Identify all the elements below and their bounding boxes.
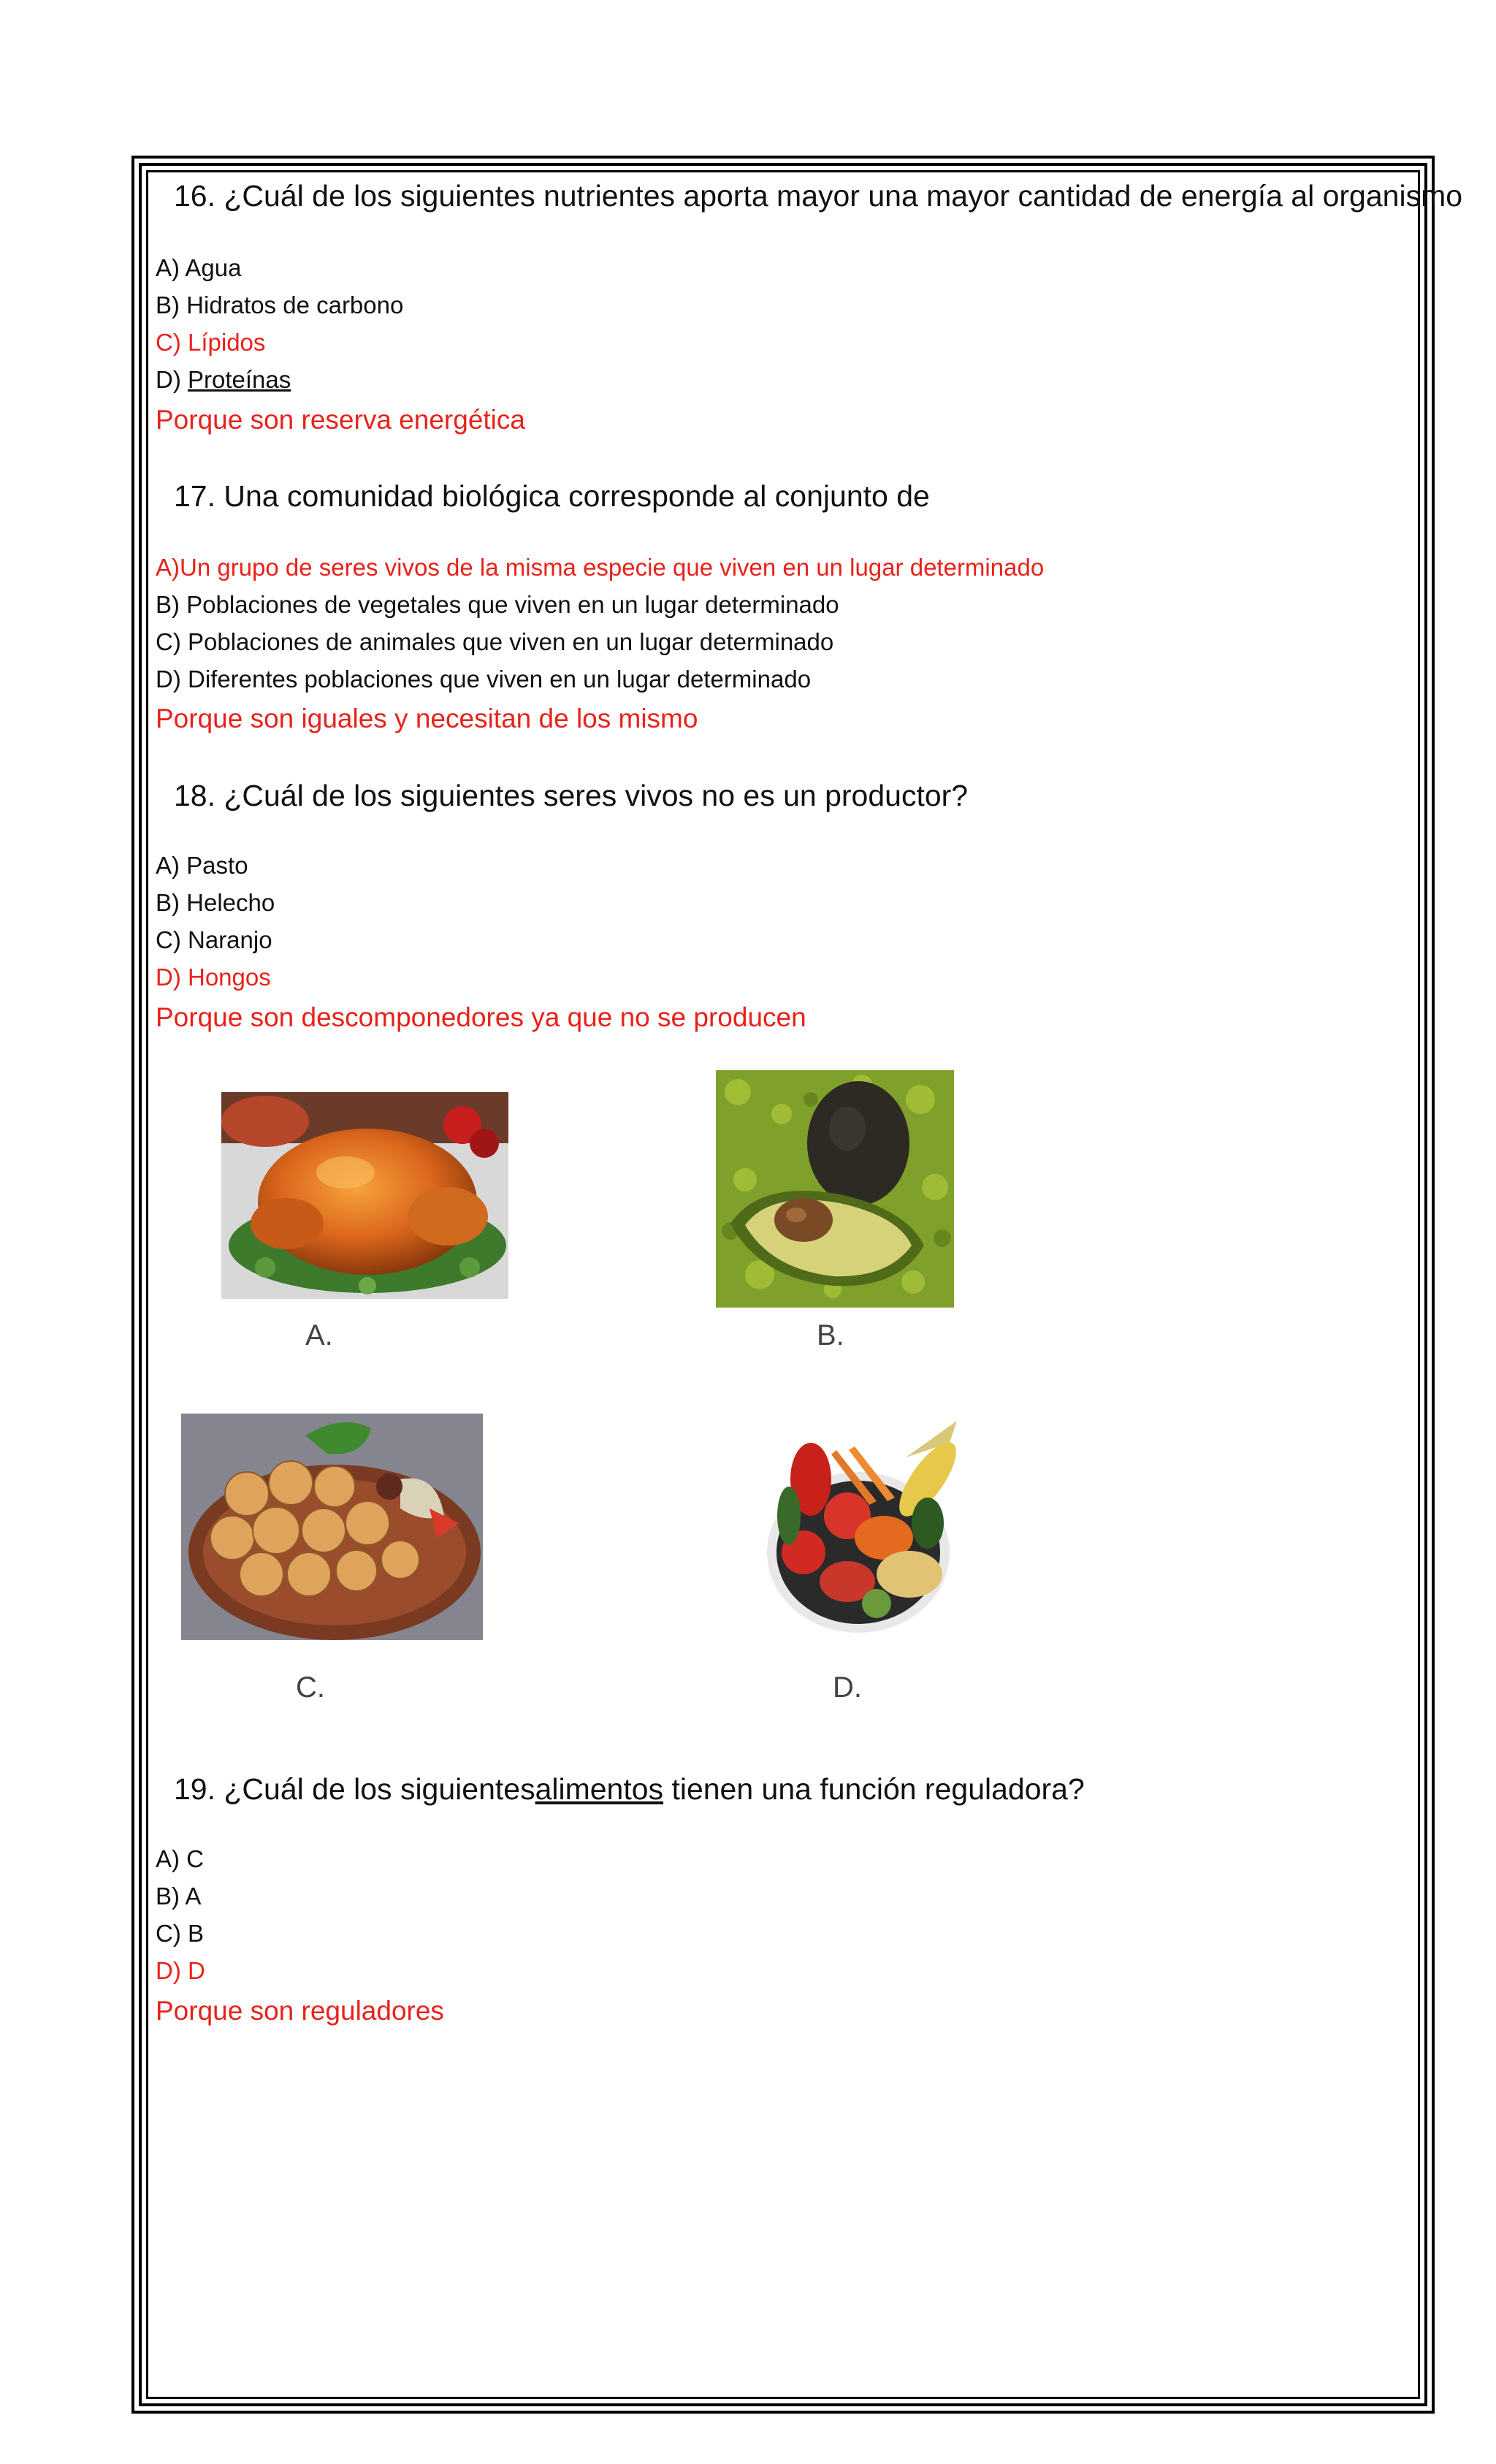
q16-option-a: A) Agua bbox=[156, 254, 242, 281]
q18-option-c: C) Naranjo bbox=[156, 926, 272, 953]
question-17: 17. Una comunidad biológica corresponde al conjunto de bbox=[174, 479, 930, 513]
q18-reason: Porque son descomponedores ya que no se producen bbox=[156, 1002, 806, 1032]
q18-option-a: A) Pasto bbox=[156, 852, 248, 879]
image-d-caption: D. bbox=[833, 1671, 862, 1704]
q19-option-d-answer: D) D bbox=[156, 1957, 205, 1984]
q16-option-b: B) Hidratos de carbono bbox=[156, 291, 404, 319]
q18-option-b: B) Helecho bbox=[156, 889, 275, 916]
question-19 bbox=[174, 1772, 1085, 1807]
question-16: 16. ¿Cuál de los siguientes nutrientes aporta mayor una mayor cantidad de energía al organismo bbox=[174, 179, 1463, 213]
q17-option-b: B) Poblaciones de vegetales que viven en un lugar determinado bbox=[156, 591, 839, 618]
q16-option-c-answer: C) Lípidos bbox=[156, 329, 266, 356]
q17-option-d: D) Diferentes poblaciones que viven en un lugar determinado bbox=[156, 665, 812, 693]
q16-option-d-prefix: D) bbox=[156, 366, 188, 393]
image-b-caption: B. bbox=[817, 1319, 844, 1351]
q17-option-c: C) Poblaciones de animales que viven en un lugar determinado bbox=[156, 628, 834, 655]
avocado-image bbox=[716, 1070, 954, 1308]
q19-option-b: B) A bbox=[156, 1883, 202, 1910]
q19-text-underlined: alimentos bbox=[535, 1772, 664, 1806]
q16-option-d-word: Proteínas bbox=[188, 366, 291, 393]
q17-option-a-answer: A)Un grupo de seres vivos de la misma especie que viven en un lugar determinado bbox=[156, 554, 1045, 581]
q19-text-start: 19. ¿Cuál de los siguientes bbox=[174, 1772, 535, 1806]
roast-chicken-image bbox=[221, 1092, 508, 1299]
question-18: 18. ¿Cuál de los siguientes seres vivos no es un productor? bbox=[174, 779, 969, 812]
q19-option-c: C) B bbox=[156, 1920, 204, 1947]
q17-reason: Porque son iguales y necesitan de los mismo bbox=[156, 703, 698, 733]
image-a-caption: A. bbox=[305, 1319, 333, 1351]
q19-option-a: A) C bbox=[156, 1845, 204, 1872]
image-c-caption: C. bbox=[296, 1671, 325, 1704]
q19-text-end: tienen una función reguladora? bbox=[663, 1772, 1085, 1806]
q16-reason: Porque son reserva energética bbox=[156, 405, 525, 435]
q19-reason: Porque son reguladores bbox=[156, 1996, 444, 2026]
q16-option-d bbox=[156, 366, 291, 394]
q18-option-d-answer: D) Hongos bbox=[156, 964, 271, 991]
bread-rolls-image bbox=[181, 1414, 483, 1640]
vegetables-bowl-image bbox=[760, 1414, 979, 1647]
